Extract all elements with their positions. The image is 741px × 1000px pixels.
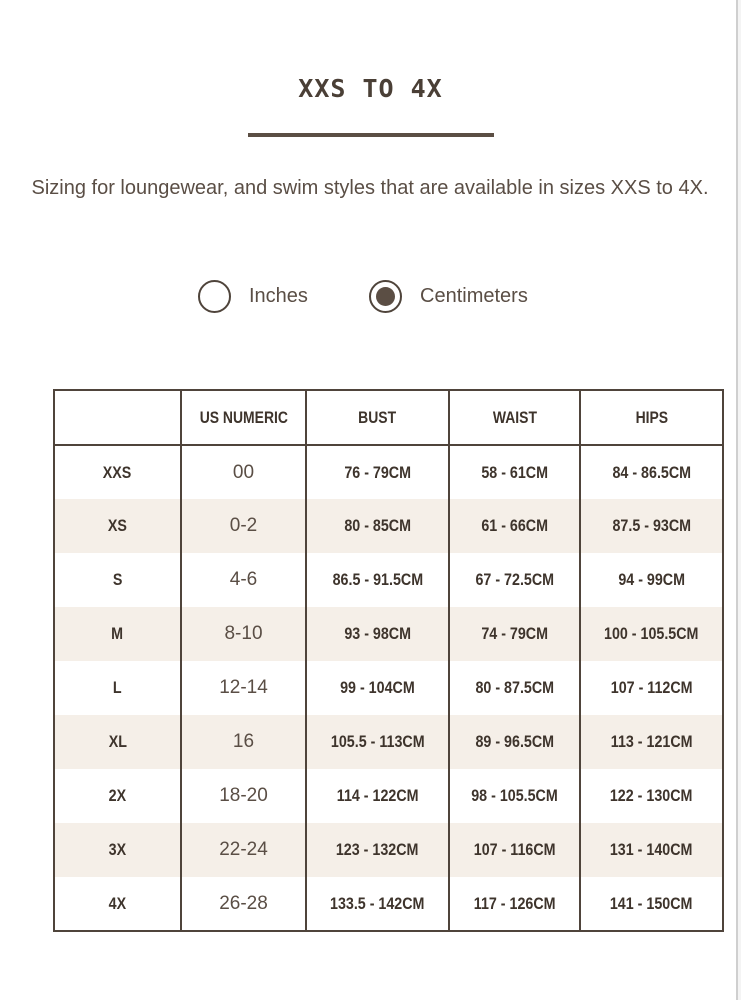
hips-cell: 84 - 86.5CM <box>580 445 723 499</box>
waist-cell: 58 - 61CM <box>449 445 580 499</box>
size-cell: 2X <box>54 769 181 823</box>
table-row <box>54 877 723 931</box>
table-row <box>54 607 723 661</box>
size-cell: 4X <box>54 877 181 931</box>
unit-option-centimeters[interactable] <box>369 277 528 315</box>
us-numeric-cell: 8-10 <box>181 607 306 661</box>
size-cell: L <box>54 661 181 715</box>
bust-cell: 99 - 104CM <box>306 661 449 715</box>
unit-option-inches[interactable] <box>198 277 308 315</box>
us-numeric-cell: 12-14 <box>181 661 306 715</box>
us-numeric-cell: 4-6 <box>181 553 306 607</box>
scrollbar-edge <box>733 0 741 1000</box>
hips-cell: 122 - 130CM <box>580 769 723 823</box>
size-chart-table <box>53 389 724 932</box>
radio-centimeters[interactable] <box>369 280 402 313</box>
waist-cell: 67 - 72.5CM <box>449 553 580 607</box>
hips-cell: 113 - 121CM <box>580 715 723 769</box>
table-row <box>54 661 723 715</box>
bust-cell: 76 - 79CM <box>306 445 449 499</box>
size-cell: XL <box>54 715 181 769</box>
table-row <box>54 823 723 877</box>
us-numeric-cell: 00 <box>181 445 306 499</box>
bust-cell: 93 - 98CM <box>306 607 449 661</box>
header-us-numeric: US NUMERIC <box>181 390 306 445</box>
size-cell: M <box>54 607 181 661</box>
bust-cell: 123 - 132CM <box>306 823 449 877</box>
unit-toggle <box>0 277 741 315</box>
table-row <box>54 445 723 499</box>
table-row <box>54 553 723 607</box>
bust-cell: 105.5 - 113CM <box>306 715 449 769</box>
header-size <box>54 390 181 445</box>
unit-option-centimeters-label: Centimeters <box>420 284 528 307</box>
hips-cell: 94 - 99CM <box>580 553 723 607</box>
unit-option-inches-label: Inches <box>249 284 308 307</box>
hips-cell: 87.5 - 93CM <box>580 499 723 553</box>
us-numeric-cell: 26-28 <box>181 877 306 931</box>
table-row <box>54 715 723 769</box>
waist-cell: 80 - 87.5CM <box>449 661 580 715</box>
waist-cell: 117 - 126CM <box>449 877 580 931</box>
waist-cell: 61 - 66CM <box>449 499 580 553</box>
bust-cell: 80 - 85CM <box>306 499 449 553</box>
header-bust: BUST <box>306 390 449 445</box>
header-hips: HIPS <box>580 390 723 445</box>
size-description: Sizing for loungewear, and swim styles that are available in sizes XXS to 4X. <box>31 177 709 199</box>
waist-cell: 107 - 116CM <box>449 823 580 877</box>
size-cell: XS <box>54 499 181 553</box>
hips-cell: 141 - 150CM <box>580 877 723 931</box>
table-header-row <box>54 390 723 445</box>
radio-inches[interactable] <box>198 280 231 313</box>
waist-cell: 98 - 105.5CM <box>449 769 580 823</box>
waist-cell: 89 - 96.5CM <box>449 715 580 769</box>
us-numeric-cell: 0-2 <box>181 499 306 553</box>
us-numeric-cell: 18-20 <box>181 769 306 823</box>
hips-cell: 131 - 140CM <box>580 823 723 877</box>
bust-cell: 86.5 - 91.5CM <box>306 553 449 607</box>
hips-cell: 100 - 105.5CM <box>580 607 723 661</box>
header-waist: WAIST <box>449 390 580 445</box>
table-row <box>54 499 723 553</box>
size-cell: S <box>54 553 181 607</box>
size-cell: XXS <box>54 445 181 499</box>
page-title: XXS TO 4X <box>298 74 443 103</box>
title-underline <box>248 133 494 137</box>
us-numeric-cell: 22-24 <box>181 823 306 877</box>
table-row <box>54 769 723 823</box>
bust-cell: 114 - 122CM <box>306 769 449 823</box>
waist-cell: 74 - 79CM <box>449 607 580 661</box>
size-cell: 3X <box>54 823 181 877</box>
us-numeric-cell: 16 <box>181 715 306 769</box>
hips-cell: 107 - 112CM <box>580 661 723 715</box>
bust-cell: 133.5 - 142CM <box>306 877 449 931</box>
